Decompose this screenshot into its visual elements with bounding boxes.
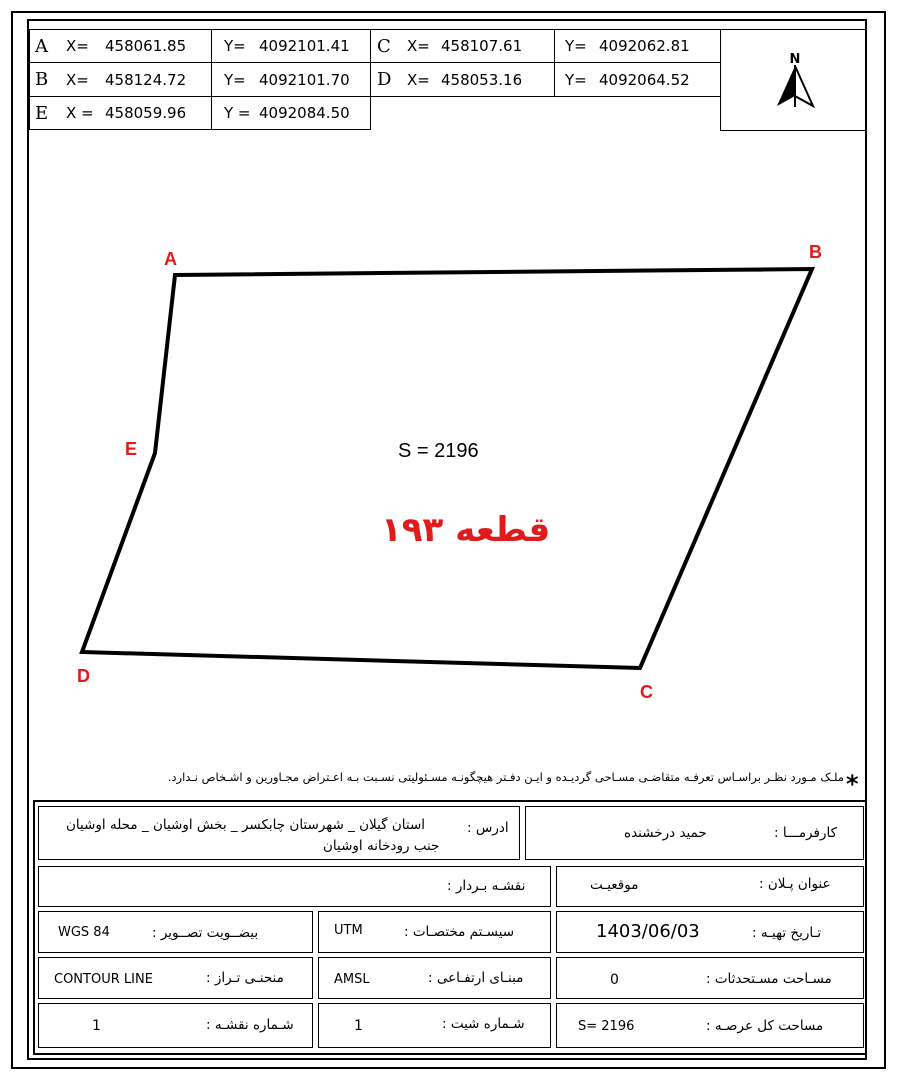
employer-value: حمید درخشنده — [624, 825, 707, 841]
x-label: X = — [66, 104, 94, 122]
plan-title-label: عنوان پـلان : — [759, 876, 831, 892]
map-no-label: شـماره نقشـه : — [206, 1017, 294, 1033]
point-letter: A — [35, 35, 48, 57]
note-star: * — [846, 770, 859, 798]
north-letter: N — [789, 52, 801, 67]
y-value: 4092084.50 — [259, 104, 350, 122]
parcel-boundary — [82, 269, 812, 668]
built-area-label: مسـاحت مسـتحدثات : — [706, 971, 832, 987]
y-label: Y = — [224, 104, 251, 122]
y-value: 4092064.52 — [599, 70, 690, 89]
date-value: 1403/06/03 — [596, 921, 700, 942]
total-area-value: S= 2196 — [578, 1019, 635, 1034]
height-base-value: AMSL — [334, 972, 370, 987]
y-label: Y= — [565, 70, 587, 89]
contour-label: منحنـی تـراز : — [206, 970, 284, 986]
vertex-label-b: B — [809, 242, 822, 262]
x-value: 458124.72 — [105, 70, 187, 89]
height-base-label: مبنـای ارتفـاعی : — [428, 970, 524, 986]
total-area-label: مساحت کل عرصـه : — [706, 1018, 824, 1034]
built-area-value: 0 — [610, 972, 619, 988]
x-value: 458107.61 — [441, 37, 523, 55]
disclaimer-note: ملـک مـورد نظـر براسـاس تعرفـه متقاضـی مسـاحی گردیـده و ایـن دفـتر هیچگونـه مسـئولیتی نسـبت بـه اعـتراض مجـاورین و اشـخاص نـدارد. — [167, 770, 844, 784]
employer-label: کارفرمـــا : — [774, 825, 838, 841]
plan-title-value: موقعیـت — [590, 877, 639, 893]
parcel-title: قطعه ۱۹۳ — [381, 510, 551, 550]
coord-system-label: سیسـتم مختصـات : — [404, 924, 515, 940]
y-value: 4092101.70 — [259, 70, 350, 89]
sheet-no-value: 1 — [354, 1018, 363, 1034]
point-letter: D — [377, 69, 392, 90]
address-box — [38, 806, 520, 860]
address-label: ادرس : — [467, 820, 509, 836]
y-label: Y= — [224, 70, 246, 89]
x-value: 458059.96 — [105, 104, 187, 122]
x-label: X= — [407, 37, 430, 55]
ellipsoid-value: WGS 84 — [58, 925, 110, 940]
vertex-label-a: A — [164, 249, 177, 269]
x-label: X= — [66, 37, 89, 55]
vertex-label-d: D — [77, 666, 90, 686]
point-letter: E — [35, 102, 49, 124]
x-label: X= — [66, 70, 89, 89]
x-value: 458061.85 — [105, 37, 187, 55]
y-value: 4092062.81 — [599, 37, 690, 55]
vertex-label-c: C — [640, 682, 653, 702]
x-label: X= — [407, 70, 430, 89]
x-value: 458053.16 — [441, 70, 523, 89]
coord-system-value: UTM — [334, 923, 363, 938]
area-label: S = 2196 — [398, 440, 479, 462]
map-no-value: 1 — [92, 1018, 101, 1034]
y-label: Y= — [224, 37, 246, 55]
surveyor-label: نقشـه بـردار : — [447, 878, 526, 894]
point-letter: B — [35, 69, 49, 90]
address-line-2: جنب رودخانه اوشیان — [323, 838, 440, 854]
sheet-no-label: شـماره شیت : — [442, 1016, 525, 1032]
y-value: 4092101.41 — [259, 37, 350, 55]
vertex-label-e: E — [125, 439, 138, 459]
address-line-1: استان گیلان _ شهرستان چابکسر _ بخش اوشیان _ محله اوشیان — [66, 817, 426, 833]
y-label: Y= — [565, 37, 587, 55]
ellipsoid-label: بیضــویت تصــویر : — [152, 925, 259, 941]
point-letter: C — [377, 35, 391, 57]
contour-value: CONTOUR LINE — [54, 972, 153, 987]
date-label: تـاریخ تهیـه : — [752, 925, 822, 941]
